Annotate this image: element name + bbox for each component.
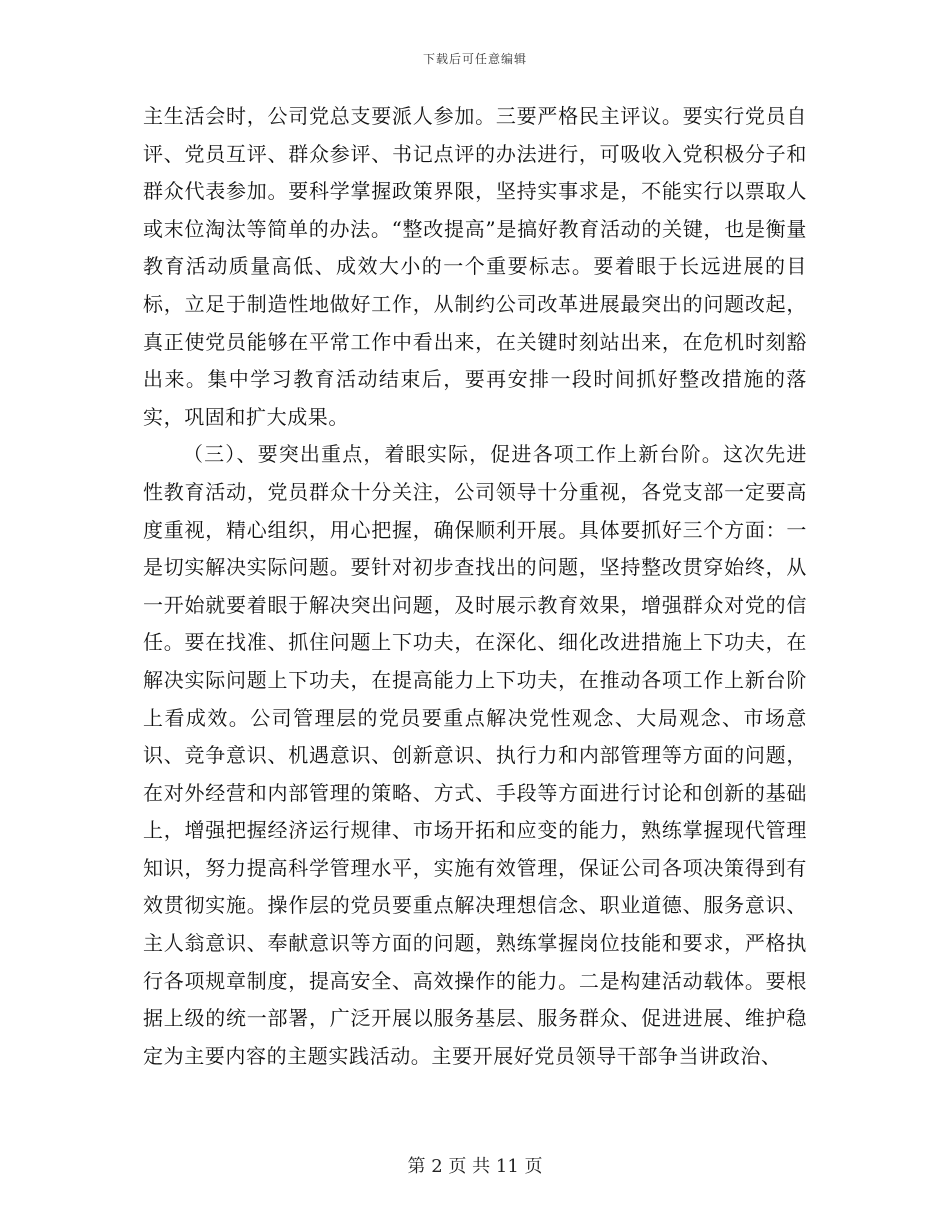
page-number-footer: [0, 1152, 950, 1178]
page-current: 2: [431, 1156, 443, 1177]
paragraph-continued: 主生活会时，公司党总支要派人参加。三要严格民主评议。要实行党员自评、党员互评、群众参评、书记点评的办法进行，可吸收入党积极分子和群众代表参加。要科学掌握政策界限，坚持实事求是，不能实行以票取人或末位淘汰等简单的办法。“整改提高”是搞好教育活动的关键，也是衡量教育活动质量高低、成效大小的一个重要标志。要着眼于长远进展的目标，立足于制造性地做好工作，从制约公司改革进展最突出的问题改起，真正使党员能够在平常工作中看出来，在关键时刻站出来，在危机时刻豁出来。集中学习教育活动结束后，要再安排一段时间抓好整改措施的落实，巩固和扩大成果。: [143, 104, 807, 429]
page-label-suffix: 页: [524, 1156, 543, 1177]
page-total: 11: [495, 1156, 519, 1177]
document-body: [143, 98, 807, 1075]
page-label-prefix: 第: [407, 1156, 426, 1177]
page-label-mid: 页 共: [448, 1156, 491, 1177]
paragraph-section-three: （三）、要突出重点，着眼实际，促进各项工作上新台阶。这次先进性教育活动，党员群众十分关注，公司领导十分重视，各党支部一定要高度重视，精心组织，用心把握，确保顺利开展。具体要抓好三个方面：一是切实解决实际问题。要针对初步查找出的问题，坚持整改贯穿始终，从一开始就要着眼于解决突出问题，及时展示教育效果，增强群众对党的信任。要在找准、抓住问题上下功夫，在深化、细化改进措施上下功夫，在解决实际问题上下功夫，在提高能力上下功夫，在推动各项工作上新台阶上看成效。公司管理层的党员要重点解决党性观念、大局观念、市场意识、竞争意识、机遇意识、创新意识、执行力和内部管理等方面的问题，在对外经营和内部管理的策略、方式、手段等方面进行讨论和创新的基础上，增强把握经济运行规律、市场开拓和应变的能力，熟练掌握现代管理知识，努力提高科学管理水平，实施有效管理，保证公司各项决策得到有效贯彻实施。操作层的党员要重点解决理想信念、职业道德、服务意识、主人翁意识、奉献意识等方面的问题，熟练掌握岗位技能和要求，严格执行各项规章制度，提高安全、高效操作的能力。二是构建活动载体。要根据上级的统一部署，广泛开展以服务基层、服务群众、促进进展、维护稳定为主要内容的主题实践活动。主要开展好党员领导干部争当讲政治、: [143, 442, 807, 1068]
page-header-note: 下载后可任意编辑: [422, 52, 527, 66]
